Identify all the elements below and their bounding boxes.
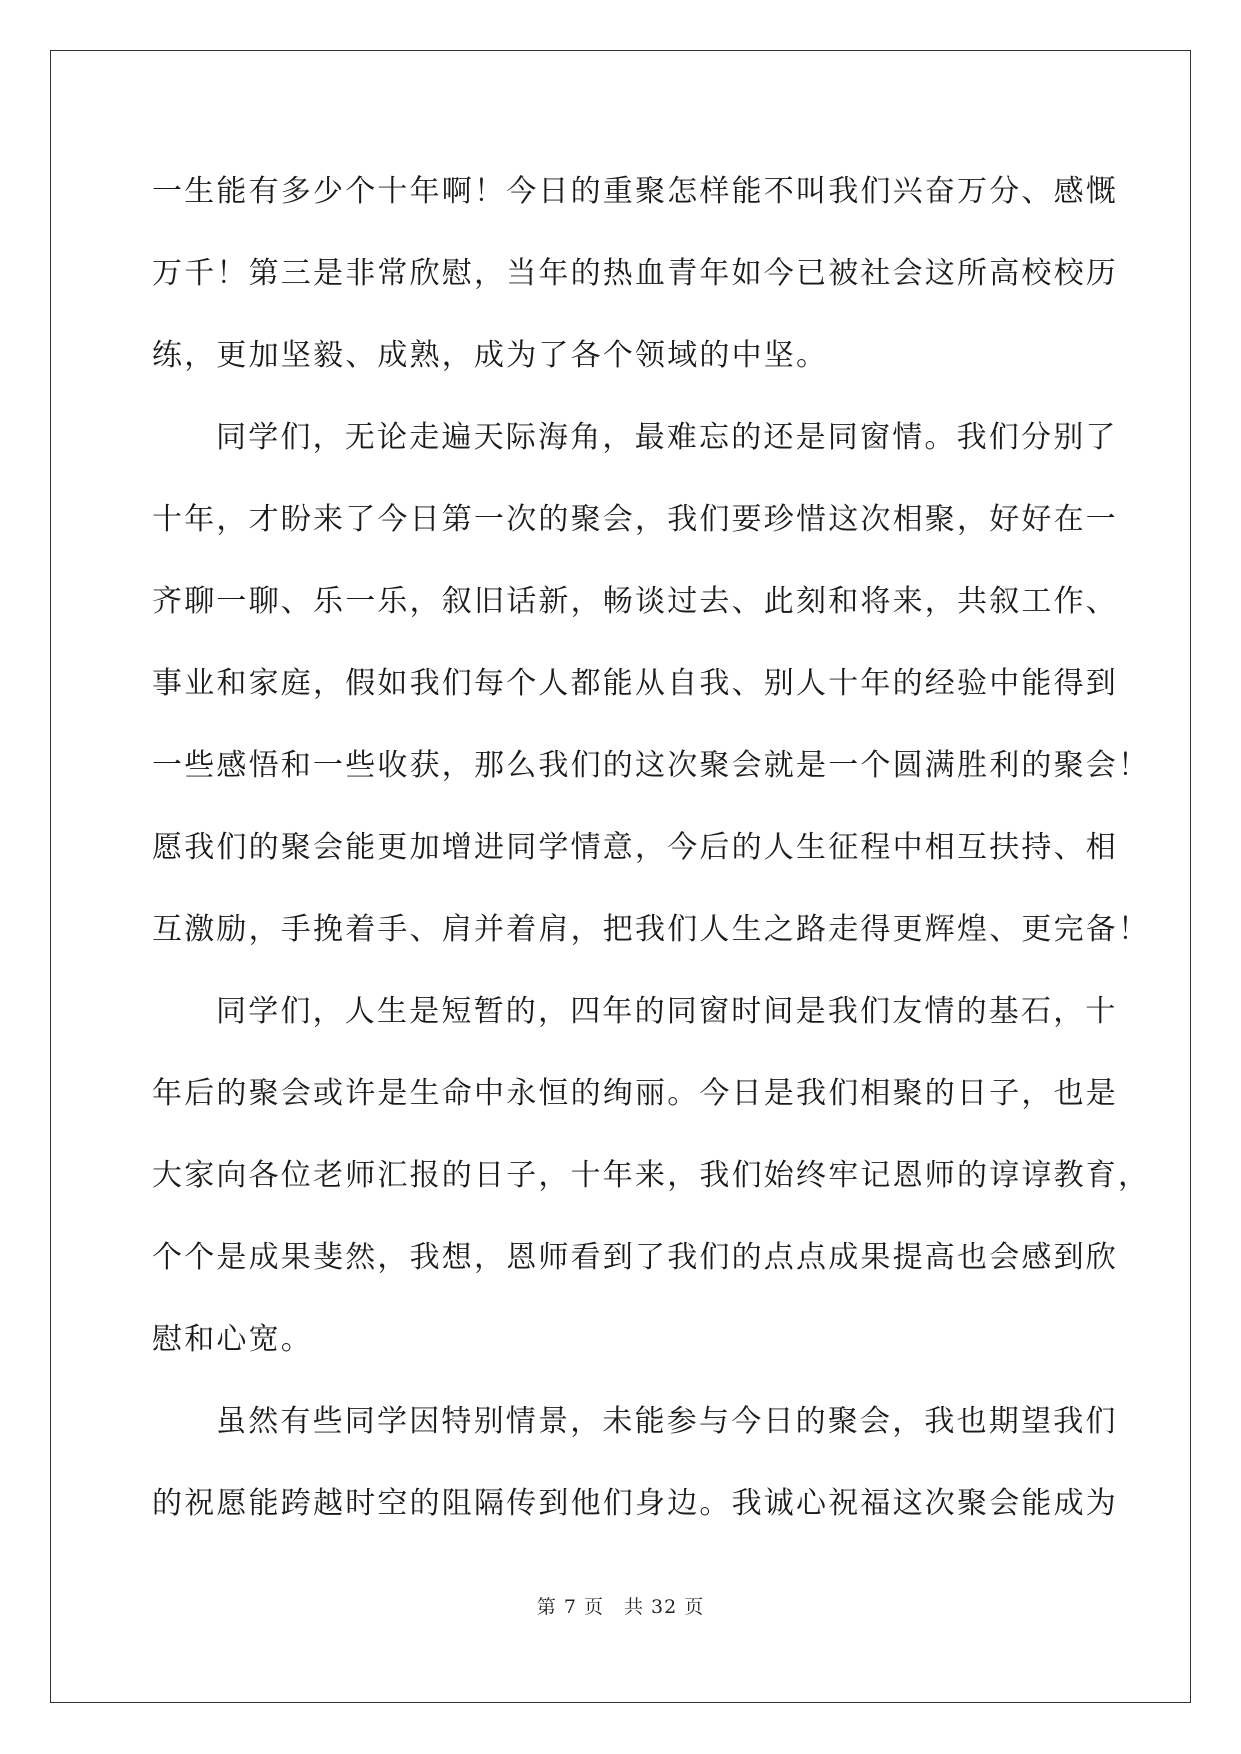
text-line: 练，更加坚毅、成熟，成为了各个领域的中坚。 [152, 338, 829, 373]
page-footer [0, 1592, 1241, 1619]
document-body [152, 157, 1151, 1551]
text-line: 同学们，人生是短暂的，四年的同窗时间是我们友情的基石，十 [216, 994, 1118, 1029]
text-line: 互激励，手挽着手、肩并着肩，把我们人生之路走得更辉煌、更完备！ [152, 912, 1151, 947]
page-total: 共 32 页 [623, 1596, 705, 1618]
text-line: 万千！第三是非常欣慰，当年的热血青年如今已被社会这所高校校历 [152, 256, 1118, 291]
text-line: 一生能有多少个十年啊！今日的重聚怎样能不叫我们兴奋万分、感慨 [152, 174, 1118, 209]
text-line: 虽然有些同学因特别情景，未能参与今日的聚会，我也期望我们 [216, 1404, 1118, 1439]
text-line: 愿我们的聚会能更加增进同学情意，今后的人生征程中相互扶持、相 [152, 830, 1118, 865]
text-line: 慰和心宽。 [152, 1322, 313, 1357]
text-line: 大家向各位老师汇报的日子，十年来，我们始终牢记恩师的谆谆教育， [152, 1158, 1151, 1193]
text-line: 同学们，无论走遍天际海角，最难忘的还是同窗情。我们分别了 [216, 420, 1118, 455]
text-line: 的祝愿能跨越时空的阻隔传到他们身边。我诚心祝福这次聚会能成为 [152, 1486, 1118, 1521]
text-line: 个个是成果斐然，我想，恩师看到了我们的点点成果提高也会感到欣 [152, 1240, 1118, 1275]
text-line: 年后的聚会或许是生命中永恒的绚丽。今日是我们相聚的日子，也是 [152, 1076, 1118, 1111]
text-line: 一些感悟和一些收获，那么我们的这次聚会就是一个圆满胜利的聚会！ [152, 748, 1151, 783]
text-line: 十年，才盼来了今日第一次的聚会，我们要珍惜这次相聚，好好在一 [152, 502, 1118, 537]
page-number: 第 7 页 [536, 1596, 604, 1618]
text-line: 齐聊一聊、乐一乐，叙旧话新，畅谈过去、此刻和将来，共叙工作、 [152, 584, 1118, 619]
text-line: 事业和家庭，假如我们每个人都能从自我、别人十年的经验中能得到 [152, 666, 1118, 701]
